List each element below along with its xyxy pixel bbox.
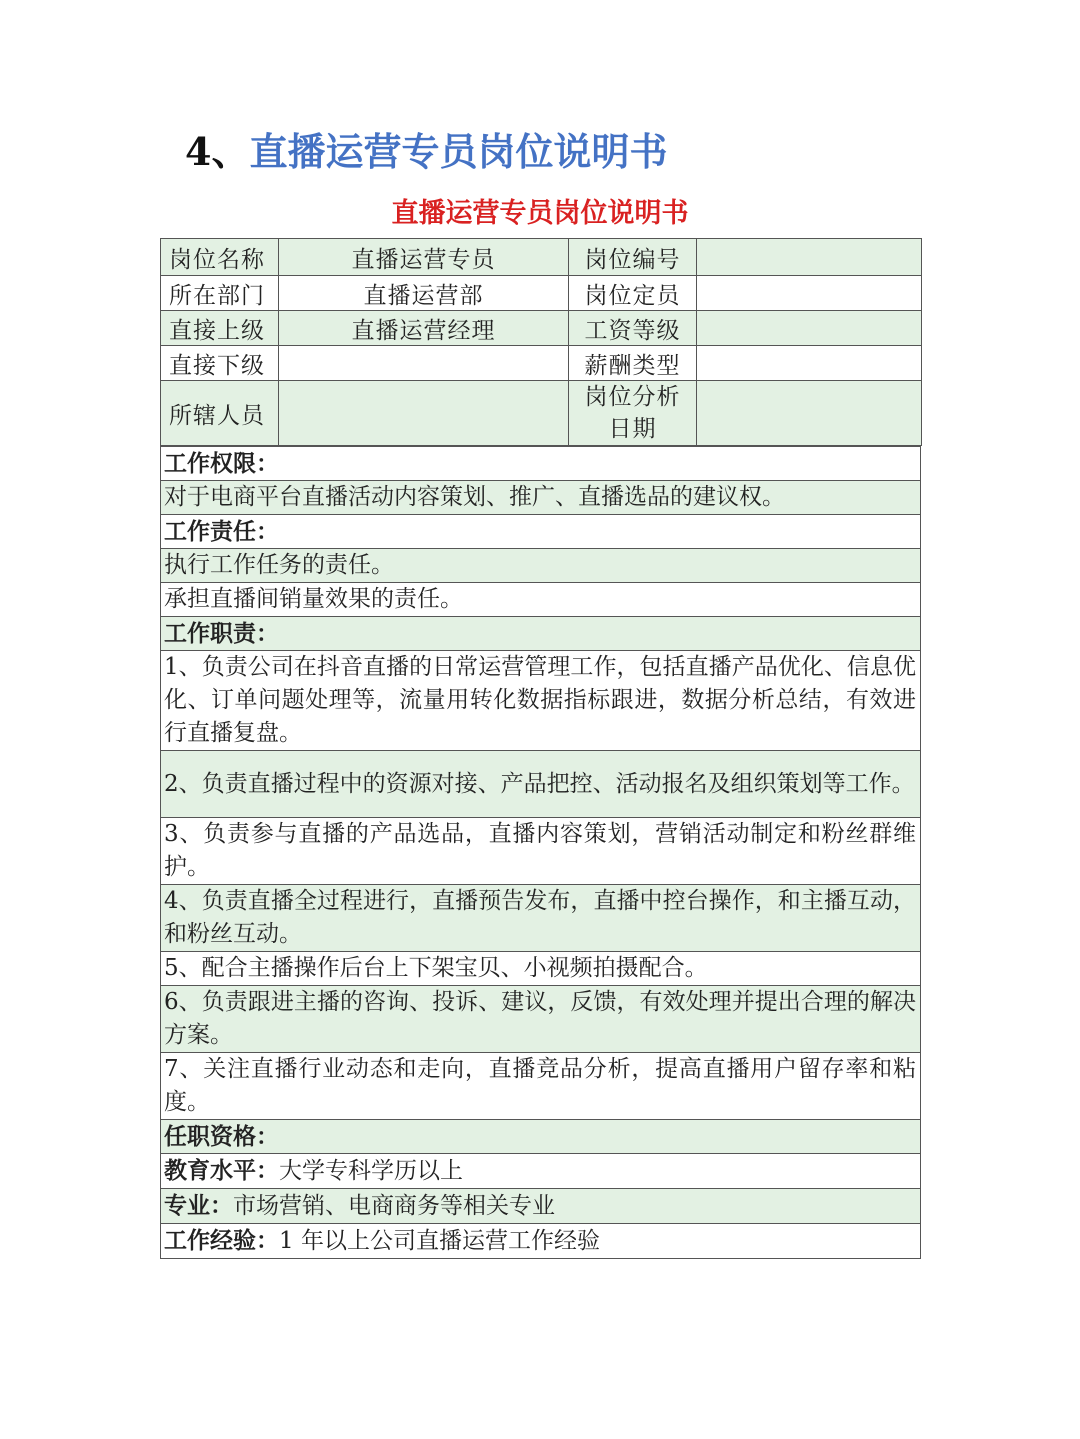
- info-row-position: [161, 239, 922, 276]
- responsibility-title: 工作责任：: [161, 515, 921, 549]
- info-row-department: [161, 276, 922, 311]
- analysis-date-label: [569, 381, 697, 446]
- authority-title: 工作权限：: [161, 447, 921, 481]
- experience-value: 1 年以上公司直播运营工作经验: [279, 1228, 600, 1254]
- section-header-duties: [161, 617, 921, 651]
- responsibility-row: [161, 583, 921, 617]
- position-name-label: 岗位名称: [161, 239, 279, 276]
- table-title: 直播运营专员岗位说明书: [391, 198, 689, 229]
- authority-row: [161, 481, 921, 515]
- headcount-value: [697, 276, 922, 311]
- position-name-value: 直播运营专员: [279, 239, 569, 276]
- duty-row: [161, 952, 921, 986]
- staff-label: 所辖人员: [161, 381, 279, 446]
- education-value: 大学专科学历以上: [279, 1158, 463, 1184]
- major-label: 专业：: [164, 1192, 233, 1219]
- duty-item: 5、配合主播操作后台上下架宝贝、小视频拍摄配合。: [161, 952, 921, 986]
- subordinate-label: 直接下级: [161, 346, 279, 381]
- qualification-row-experience: [161, 1224, 921, 1259]
- document-heading: [185, 122, 667, 182]
- duty-item: 3、负责参与直播的产品选品，直播内容策划，营销活动制定和粉丝群维护。: [161, 818, 921, 885]
- qualification-row-major: [161, 1189, 921, 1224]
- heading-number: 4、: [185, 129, 250, 174]
- salary-grade-value: [697, 311, 922, 346]
- education-label: 教育水平：: [164, 1157, 279, 1184]
- info-row-superior: [161, 311, 922, 346]
- responsibility-row: [161, 549, 921, 583]
- duty-row: [161, 1053, 921, 1120]
- responsibility-item: 承担直播间销量效果的责任。: [161, 583, 921, 617]
- duty-row: [161, 818, 921, 885]
- position-no-label: 岗位编号: [569, 239, 697, 276]
- qualifications-title: 任职资格：: [161, 1120, 921, 1154]
- heading-text: 直播运营专员岗位说明书: [249, 129, 668, 174]
- info-row-subordinate: [161, 346, 922, 381]
- superior-label: 直接上级: [161, 311, 279, 346]
- position-no-value: [697, 239, 922, 276]
- major-value: 市场营销、电商商务等相关专业: [233, 1193, 555, 1219]
- duty-row: [161, 751, 921, 818]
- duty-item: 6、负责跟进主播的咨询、投诉、建议，反馈，有效处理并提出合理的解决方案。: [161, 986, 921, 1053]
- duty-item: 2、负责直播过程中的资源对接、产品把控、活动报名及组织策划等工作。: [161, 751, 921, 818]
- education-cell: [161, 1154, 921, 1189]
- major-cell: [161, 1189, 921, 1224]
- analysis-date-label-line1: 岗位分析: [584, 384, 681, 410]
- section-header-responsibility: [161, 515, 921, 549]
- superior-value: 直播运营经理: [279, 311, 569, 346]
- subordinate-value: [279, 346, 569, 381]
- department-value: 直播运营部: [279, 276, 569, 311]
- department-label: 所在部门: [161, 276, 279, 311]
- staff-value: [279, 381, 569, 446]
- pay-type-label: 薪酬类型: [569, 346, 697, 381]
- section-header-qualifications: [161, 1120, 921, 1154]
- info-row-staff: [161, 381, 922, 446]
- pay-type-value: [697, 346, 922, 381]
- headcount-label: 岗位定员: [569, 276, 697, 311]
- experience-cell: [161, 1224, 921, 1259]
- job-detail-table: [160, 446, 921, 1259]
- duty-row: [161, 885, 921, 952]
- duty-row: [161, 986, 921, 1053]
- qualification-row-education: [161, 1154, 921, 1189]
- salary-grade-label: 工资等级: [569, 311, 697, 346]
- duty-item: 1、负责公司在抖音直播的日常运营管理工作，包括直播产品优化、信息优化、订单问题处理等，流量用转化数据指标跟进，数据分析总结，有效进行直播复盘。: [161, 651, 921, 751]
- analysis-date-label-line2: 日期: [608, 416, 657, 442]
- duty-row: [161, 651, 921, 751]
- experience-label: 工作经验：: [164, 1227, 279, 1254]
- duties-title: 工作职责：: [161, 617, 921, 651]
- analysis-date-value: [697, 381, 922, 446]
- section-header-authority: [161, 447, 921, 481]
- responsibility-item: 执行工作任务的责任。: [161, 549, 921, 583]
- duty-item: 7、关注直播行业动态和走向，直播竞品分析，提高直播用户留存率和粘度。: [161, 1053, 921, 1120]
- authority-item: 对于电商平台直播活动内容策划、推广、直播选品的建议权。: [161, 481, 921, 515]
- job-info-table: [160, 238, 922, 446]
- duty-item: 4、负责直播全过程进行，直播预告发布，直播中控台操作，和主播互动，和粉丝互动。: [161, 885, 921, 952]
